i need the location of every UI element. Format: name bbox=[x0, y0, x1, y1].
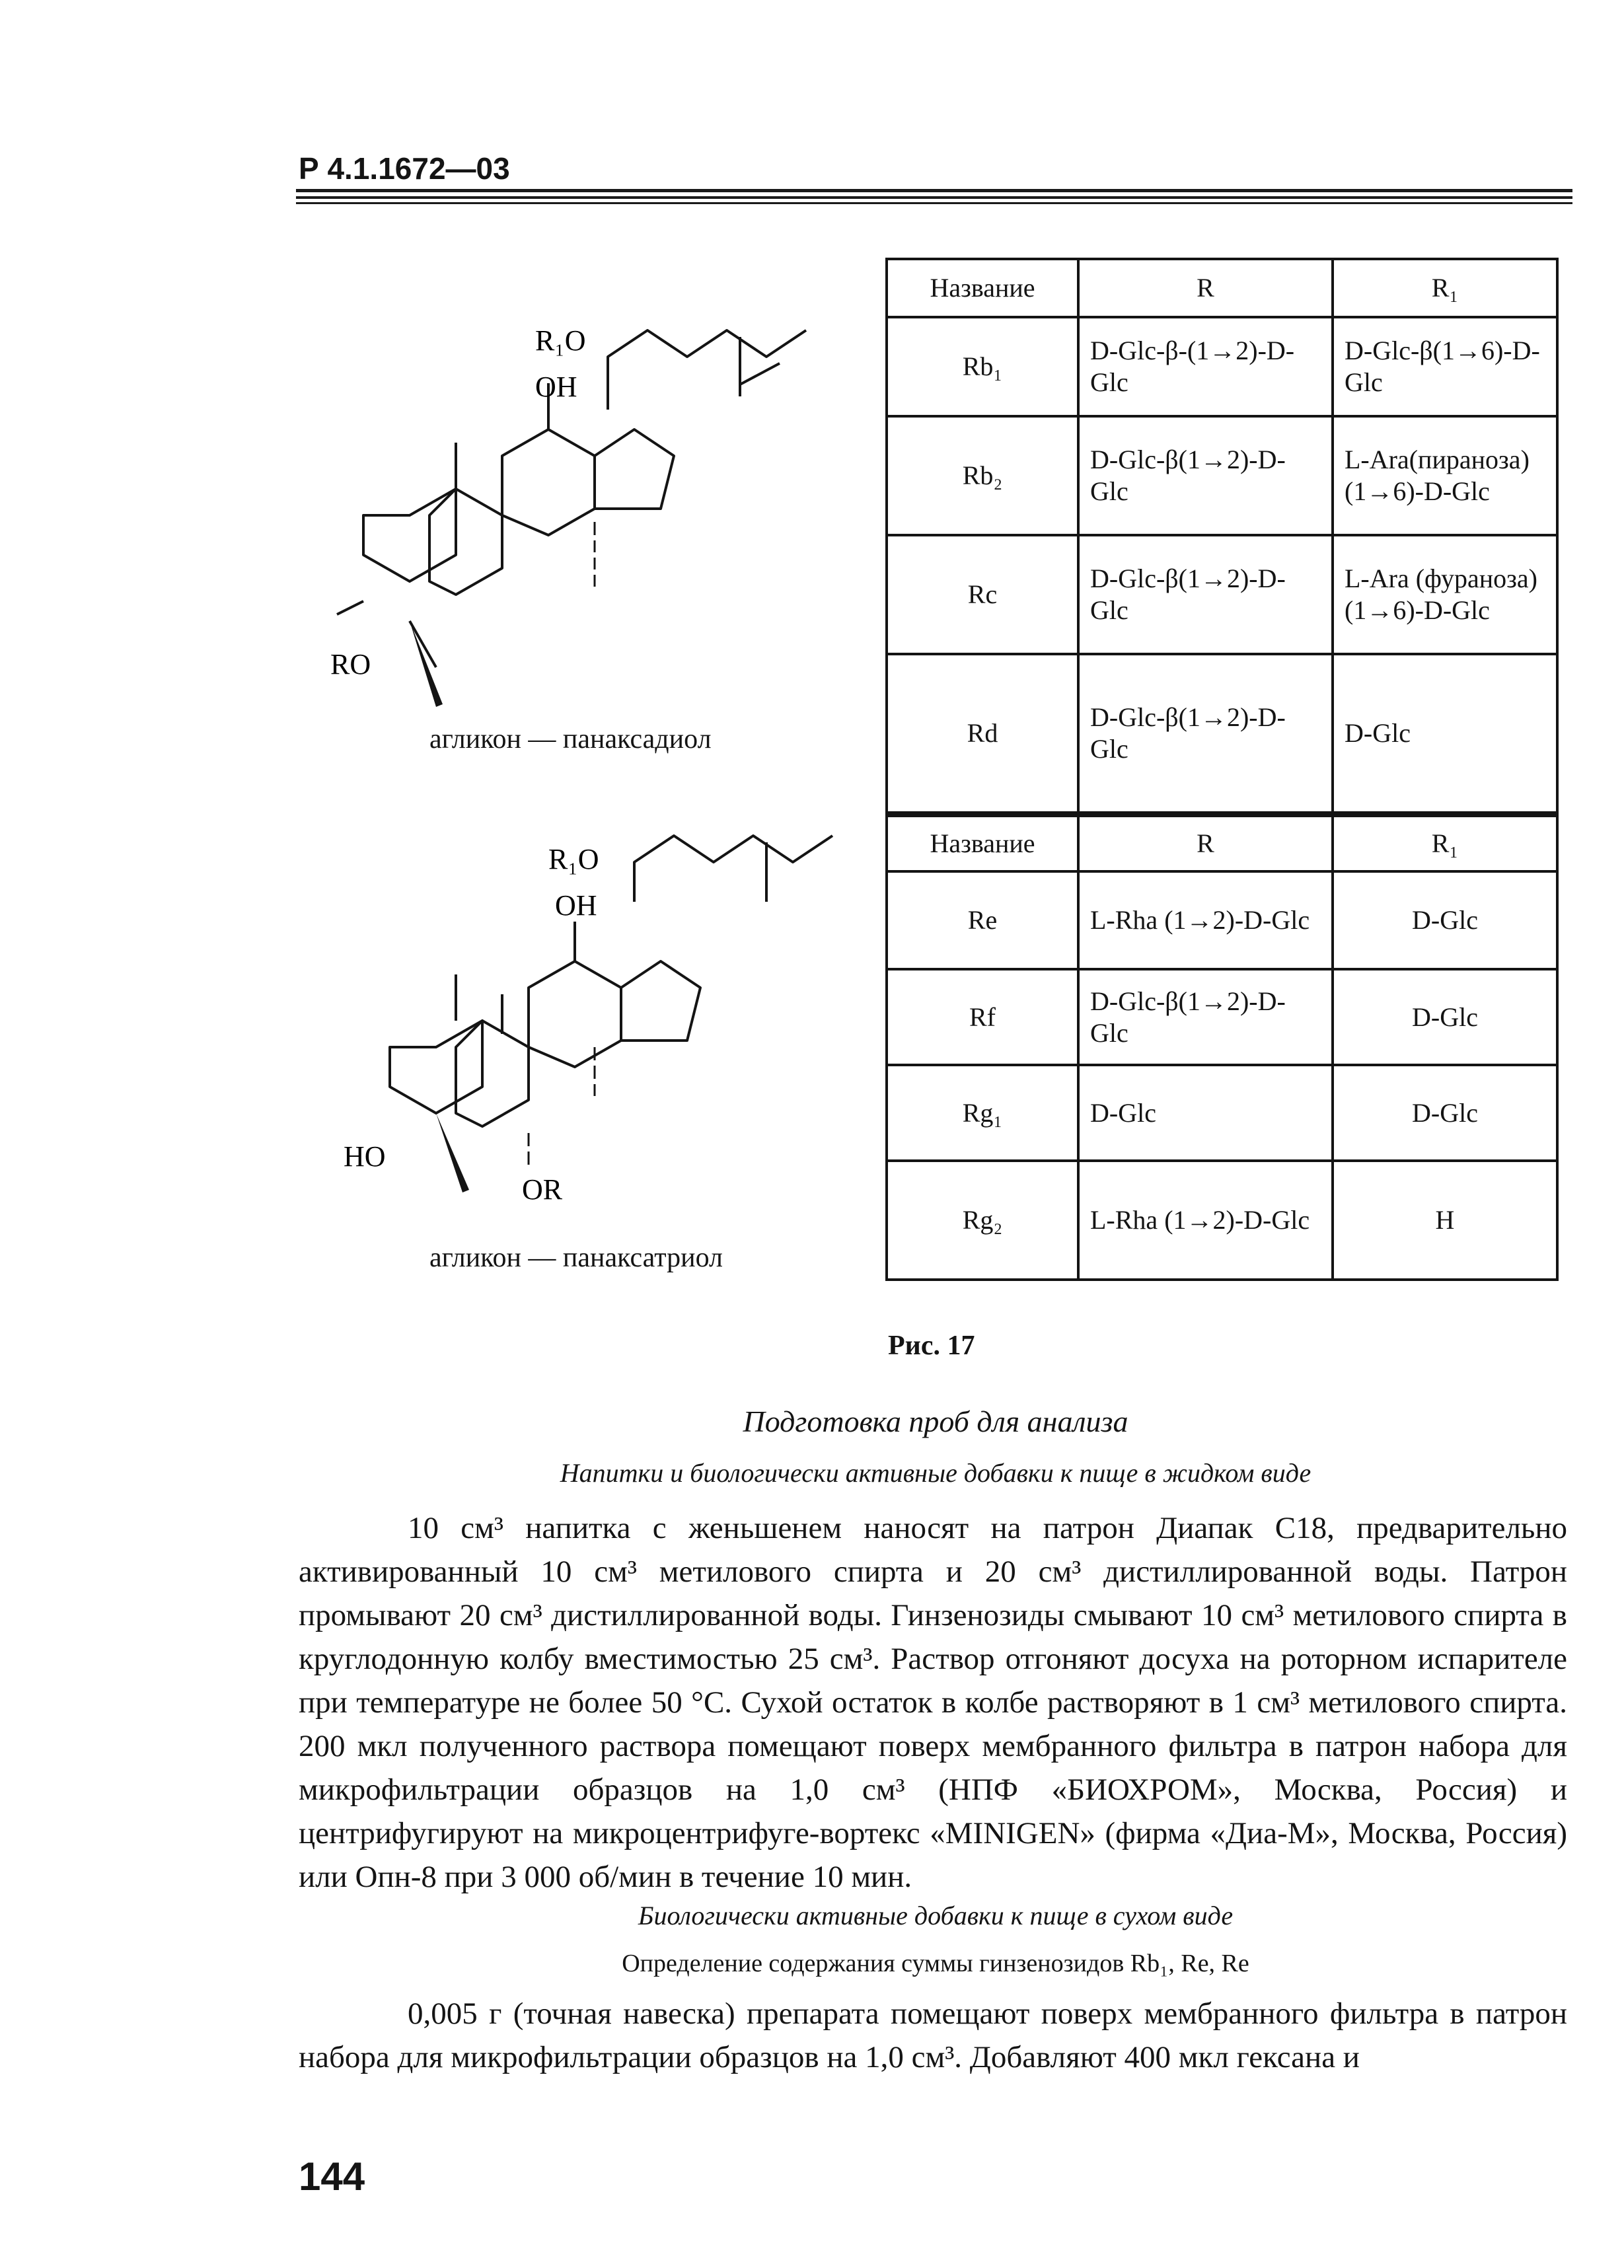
header-rule bbox=[296, 189, 1572, 192]
column-header-name: Название bbox=[887, 815, 1078, 871]
section-title: Подготовка проб для анализа bbox=[743, 1405, 1128, 1438]
table-row bbox=[887, 317, 1557, 416]
panaxadiol-skeleton-drawing bbox=[317, 311, 885, 720]
r-substituent-cell: D-Glc-β-(1→2)-D-Glc bbox=[1078, 317, 1333, 416]
r1-substituent-cell: L-Ara(пиранозa) (1→6)-D-Glc bbox=[1333, 416, 1557, 535]
r1-substituent-cell: D-Glc bbox=[1333, 871, 1557, 969]
header-rule bbox=[296, 202, 1572, 204]
table-row bbox=[887, 416, 1557, 535]
r1-substituent-cell: D-Glc bbox=[1333, 1065, 1557, 1161]
r1-substituent-cell: D-Glc bbox=[1333, 654, 1557, 813]
oh-label: OH bbox=[555, 889, 597, 922]
r1-substituent-cell: D-Glc-β(1→6)-D-Glc bbox=[1333, 317, 1557, 416]
r1-substituent-cell: D-Glc bbox=[1333, 969, 1557, 1065]
panaxadiol-caption: агликон — панаксадиол bbox=[429, 724, 712, 754]
r-substituent-cell: D-Glc-β(1→2)-D-Glc bbox=[1078, 654, 1333, 813]
ginsenoside-name-cell: Rc bbox=[887, 535, 1078, 654]
ginsenoside-name-cell: Rg₁ bbox=[887, 1065, 1078, 1161]
ginsenoside-name-cell: Re bbox=[887, 871, 1078, 969]
paragraph-liquid-preparation: 10 см³ напитка с женьшенем наносят на патрон Диапак С18, предварительно активированный 10 см³ метилового спирта и 20 см³ дистиллированной воды. Патрон промывают 20 см³ дистиллированной воды. Гинзенозиды смывают 10 см³ метилового спирта в круглодонную колбу вместимостью 25 см³. Раствор отгоняют досуха на роторном испарителе при температуре не более 50 °С. Сухой остаток в колбе растворяют в 1 см³ метилового спирта. 200 мкл полученного раствора помещают поверх мембранного фильтра в патрон набора для микрофильтрации образцов на 1,0 см³ (НПФ «БИОХРОМ», Москва, Россия) и центрифугируют на микроцентрифуге-вортекс «MINIGEN» (фирма «Диа-М», Москва, Россия) или Опн-8 при 3 000 об/мин в течение 10 мин. bbox=[299, 1511, 1567, 1894]
ginsenoside-name-cell: Rg₂ bbox=[887, 1161, 1078, 1280]
panaxadiol-structure bbox=[317, 311, 885, 720]
column-header-name: Название bbox=[887, 259, 1078, 317]
figure-label: Рис. 17 bbox=[888, 1331, 975, 1361]
table-row bbox=[887, 535, 1557, 654]
ginsenoside-name-cell: Rb₁ bbox=[887, 317, 1078, 416]
ho-label: HO bbox=[344, 1140, 386, 1173]
oh-label: OH bbox=[535, 371, 577, 403]
ginsenoside-table-panaxadiol bbox=[885, 258, 1559, 814]
table-row bbox=[887, 654, 1557, 813]
ginsenoside-table-panaxatriol bbox=[885, 812, 1559, 1281]
subsection-title-dry: Биологически активные добавки к пище в сухом виде bbox=[638, 1901, 1234, 1930]
table-row bbox=[887, 1161, 1557, 1280]
table-row bbox=[887, 969, 1557, 1065]
ginsenoside-name-cell: Rd bbox=[887, 654, 1078, 813]
column-header-r: R bbox=[1078, 815, 1333, 871]
column-header-r1: R₁ bbox=[1333, 815, 1557, 871]
document-header-code: Р 4.1.1672—03 bbox=[299, 151, 510, 186]
r1o-label: R₁O bbox=[548, 843, 599, 875]
subsection-title-liquid: Напитки и биологически активные добавки к пище в жидком виде bbox=[560, 1458, 1311, 1488]
column-header-r: R bbox=[1078, 259, 1333, 317]
header-rule bbox=[296, 196, 1572, 199]
method-title: Определение содержания суммы гинзенозидов Rb₁, Re, Re bbox=[622, 1950, 1249, 1977]
table-row bbox=[887, 1065, 1557, 1161]
r1-substituent-cell: L-Ara (фуранозa) (1→6)-D-Glc bbox=[1333, 535, 1557, 654]
r-substituent-cell: L-Rha (1→2)-D-Glc bbox=[1078, 871, 1333, 969]
r-substituent-cell: D-Glc-β(1→2)-D-Glc bbox=[1078, 535, 1333, 654]
table-row bbox=[887, 871, 1557, 969]
panaxatriol-caption: агликон — панаксатриол bbox=[429, 1243, 723, 1273]
column-header-r1: R₁ bbox=[1333, 259, 1557, 317]
paragraph-dry-preparation: 0,005 г (точная навеска) препарата помещают поверх мембранного фильтра в патрон набора для микрофильтрации образцов на 1,0 см³. Добавляют 400 мкл гексана и bbox=[299, 1996, 1567, 2074]
panaxatriol-structure bbox=[344, 823, 885, 1232]
r-substituent-cell: D-Glc bbox=[1078, 1065, 1333, 1161]
ginsenoside-name-cell: Rb₂ bbox=[887, 416, 1078, 535]
r1o-label: R₁O bbox=[535, 324, 586, 357]
ginsenoside-name-cell: Rf bbox=[887, 969, 1078, 1065]
r-substituent-cell: D-Glc-β(1→2)-D-Glc bbox=[1078, 969, 1333, 1065]
r-substituent-cell: L-Rha (1→2)-D-Glc bbox=[1078, 1161, 1333, 1280]
r1-substituent-cell: H bbox=[1333, 1161, 1557, 1280]
page-number: 144 bbox=[299, 2154, 365, 2199]
or-label: OR bbox=[522, 1173, 563, 1206]
ro-label: RO bbox=[330, 648, 371, 680]
panaxatriol-skeleton-drawing bbox=[344, 823, 885, 1232]
r-substituent-cell: D-Glc-β(1→2)-D-Glc bbox=[1078, 416, 1333, 535]
